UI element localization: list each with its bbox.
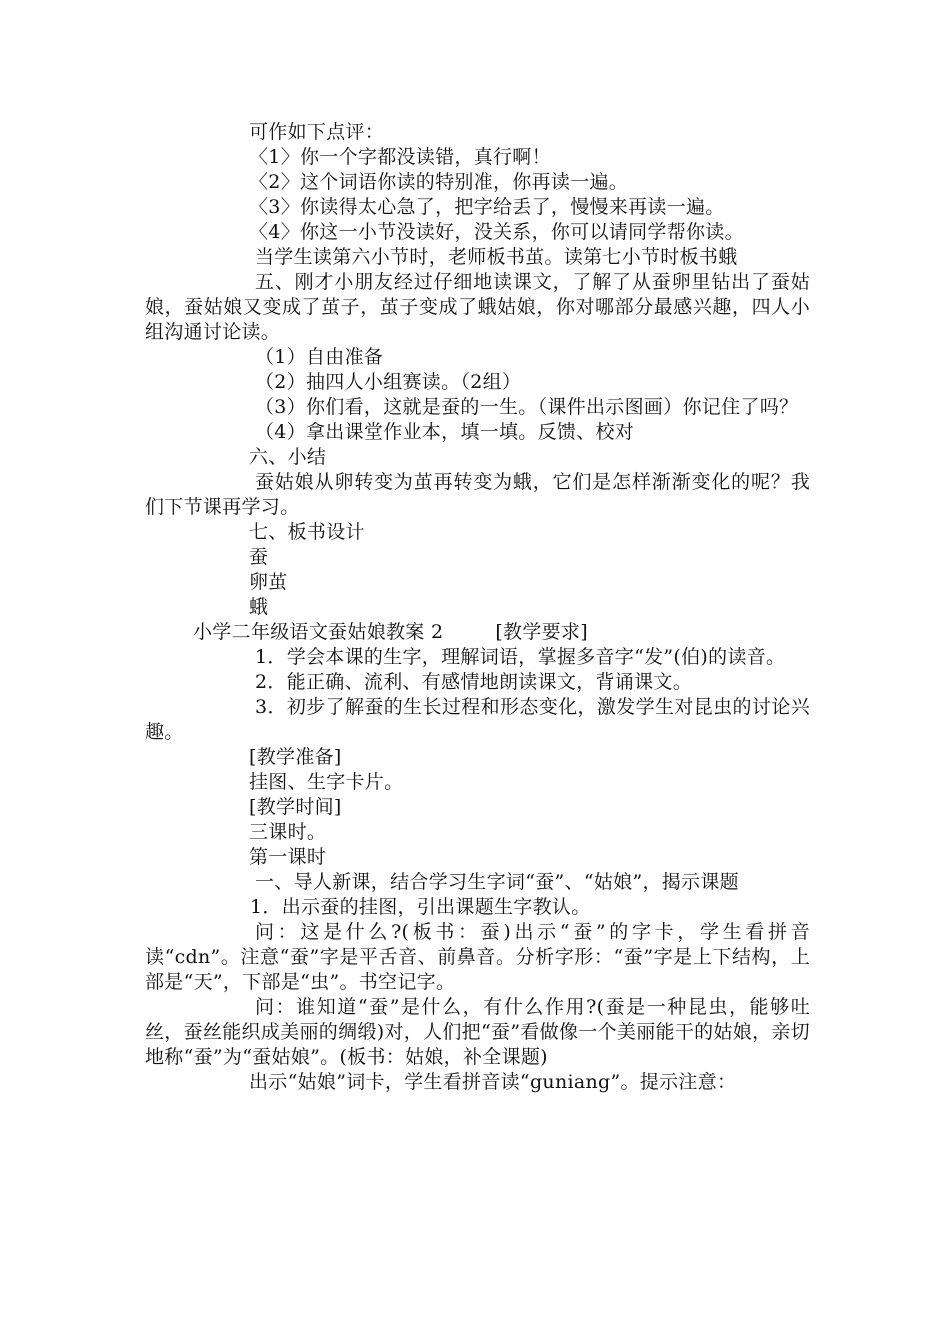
text-line: 三课时。 bbox=[249, 821, 327, 843]
paragraph: 蚕姑娘从卵转变为茧再转变为蛾，它们是怎样渐渐变化的呢？我们下节课再学习。 bbox=[145, 471, 810, 518]
text-line: 1．出示蚕的挂图，引出课题生字教认。 bbox=[250, 896, 591, 918]
paragraph: 五、刚才小朋友经过仔细地读课文，了解了从蚕卵里钻出了蚕姑娘，蚕姑娘又变成了茧子，茧子变成了蛾姑娘，你对哪部分最感兴趣，四人小组沟通讨论读。 bbox=[145, 271, 810, 343]
text-line: 〈2〉这个词语你读的特别准，你再读一遍。 bbox=[249, 171, 629, 193]
text-line: 卵茧 bbox=[249, 571, 288, 593]
text-line: 〈3〉你读得太心急了，把字给丢了，慢慢来再读一遍。 bbox=[249, 196, 725, 218]
text-line: 〈1〉你一个字都没读错，真行啊！ bbox=[249, 146, 551, 168]
text-line: （2）抽四人小组赛读。（2组） bbox=[255, 371, 522, 393]
text-line: 出示“姑娘”词卡，学生看拼音读“guniang”。提示注意： bbox=[249, 1071, 737, 1093]
section-title: 小学二年级语文蚕姑娘教案 2 bbox=[193, 621, 444, 643]
text-line: 2．能正确、流利、有感情地朗读课文，背诵课文。 bbox=[255, 671, 692, 693]
text-line: 可作如下点评： bbox=[249, 121, 385, 143]
text-line: 六、小结 bbox=[249, 446, 327, 468]
paragraph: 3．初步了解蚕的生长过程和形态变化，激发学生对昆虫的讨论兴趣。 bbox=[145, 696, 810, 743]
text-line: [教学时间] bbox=[249, 796, 342, 818]
section-subtitle: [教学要求] bbox=[495, 621, 588, 643]
paragraph: 问：谁知道“蚕”是什么，有什么作用?(蚕是一种昆虫，能够吐丝，蚕丝能织成美丽的绸缎)对，人们把“蚕”看做像一个美丽能干的姑娘，亲切地称“蚕”为“蚕姑娘”。(板书：姑娘，补全课题) bbox=[145, 996, 810, 1068]
text-line: [教学准备] bbox=[249, 746, 342, 768]
text-line: （4）拿出课堂作业本，填一填。反馈、校对 bbox=[255, 421, 635, 443]
document-body bbox=[145, 120, 810, 1095]
paragraph: 问：这是什么?(板书：蚕)出示“蚕”的字卡，学生看拼音读“cdn”。注意“蚕”字是平舌音、前鼻音。分析字形：“蚕”字是上下结构，上部是“天”，下部是“虫”。书空记字。 bbox=[145, 921, 810, 993]
text-line: 挂图、生字卡片。 bbox=[249, 771, 404, 793]
paragraph: 当学生读第六小节时，老师板书茧。读第七小节时板书蛾 bbox=[255, 246, 738, 268]
text-line: 〈4〉你这一小节没读好，没关系，你可以请同学帮你读。 bbox=[249, 221, 744, 243]
paragraph: （3）你们看，这就是蚕的一生。（课件出示图画）你记住了吗？ bbox=[255, 396, 799, 418]
paragraph: 一、导人新课，结合学习生字词“蚕”、“姑娘”，揭示课题 bbox=[255, 871, 739, 893]
text-line: 蛾 bbox=[249, 596, 269, 618]
section-heading bbox=[145, 620, 810, 645]
text-line: 第一课时 bbox=[249, 846, 327, 868]
paragraph: 1．学会本课的生字，理解词语，掌握多音字“发”(伯)的读音。 bbox=[255, 646, 786, 668]
text-line: 七、板书设计 bbox=[249, 521, 365, 543]
text-line: （1）自由准备 bbox=[255, 346, 384, 368]
text-line: 蚕 bbox=[249, 546, 269, 568]
